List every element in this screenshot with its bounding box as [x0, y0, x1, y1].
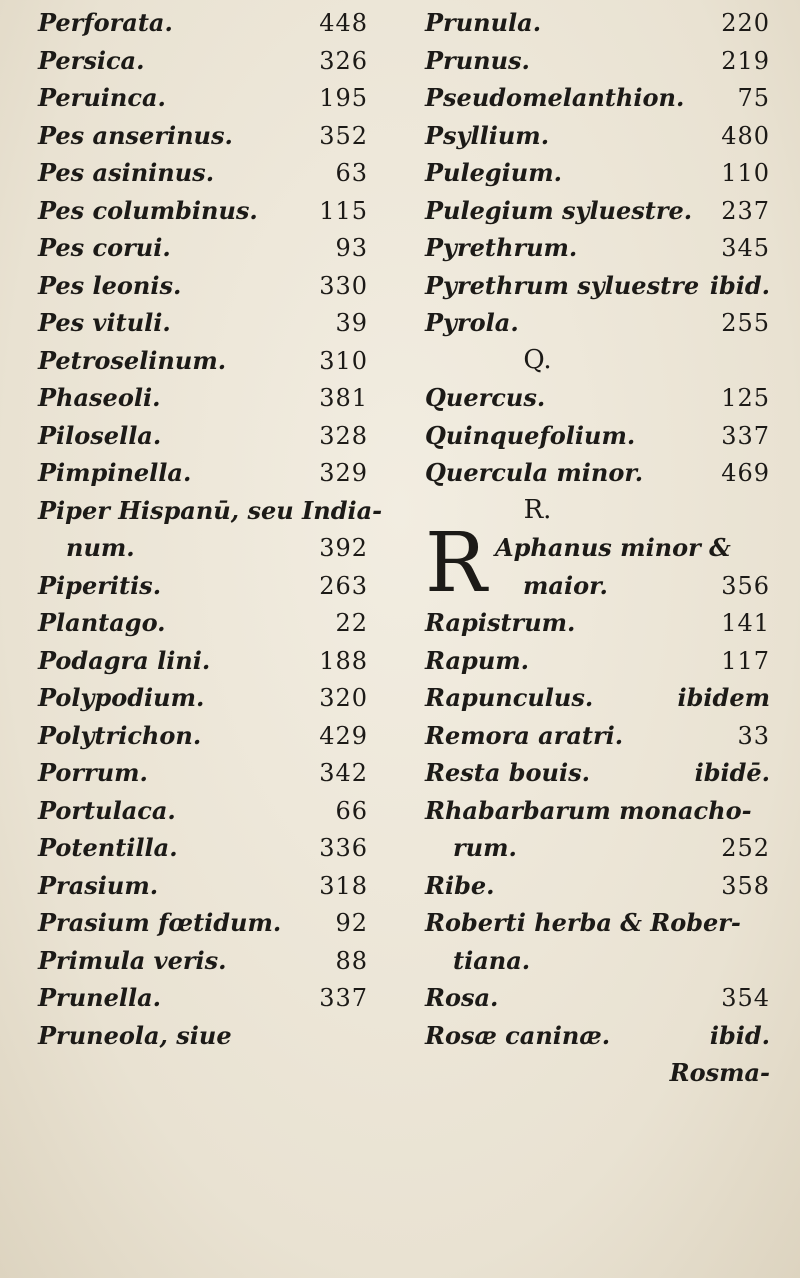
index-entry [38, 867, 368, 905]
entry-term: Rosæ caninæ. [425, 1020, 611, 1050]
entry-term: Rhabarbarum monacho- [425, 795, 752, 825]
index-entry [38, 42, 368, 80]
drop-cap-letter: R [425, 516, 487, 611]
index-entry [495, 529, 770, 567]
entry-page-number: 352 [319, 121, 368, 150]
entry-page-number: 195 [319, 84, 368, 112]
index-entry [38, 717, 368, 755]
entry-term: Pes columbinus. [38, 195, 258, 225]
entry-term: Portulaca. [38, 795, 176, 825]
index-entry [425, 604, 770, 642]
entry-term: Pyrethrum syluestre [425, 270, 700, 300]
entry-page-number: 33 [737, 721, 770, 750]
index-entry [38, 79, 368, 117]
drop-cap-entry [425, 516, 770, 611]
entry-term: Resta bouis. [425, 758, 590, 787]
index-entry [38, 229, 368, 267]
entry-term: Pes vituli. [38, 308, 171, 337]
entry-term: num. [66, 533, 135, 562]
index-entry [38, 904, 368, 942]
entry-term: maior. [523, 570, 608, 600]
index-entry [38, 979, 368, 1017]
index-entry [425, 4, 770, 42]
entry-term: Piper Hispanū, seu India- [38, 495, 383, 525]
entry-term: Rapum. [425, 645, 530, 675]
entry-page-number: 392 [319, 534, 368, 562]
index-entry [38, 942, 368, 980]
index-entry [38, 379, 368, 417]
entry-page-number: 328 [319, 421, 368, 450]
entry-term: Peruinca. [38, 83, 166, 112]
entry-page-number: 141 [721, 609, 770, 637]
entry-term: Pes corui. [38, 233, 171, 262]
entry-term: Rapunculus. [425, 683, 594, 712]
entry-page-number: 188 [319, 646, 368, 675]
entry-page-number: 320 [319, 684, 368, 712]
entry-page-number: ibid. [709, 1020, 770, 1050]
right-column [425, 4, 770, 1092]
entry-page-number: 345 [721, 234, 770, 262]
index-entry [38, 342, 368, 380]
catchword-text: Rosma- [669, 1058, 770, 1087]
entry-page-number: 329 [319, 459, 368, 487]
catchword [425, 1054, 770, 1092]
entry-term: Persica. [38, 45, 145, 75]
index-entry [38, 604, 368, 642]
entry-page-number: 381 [319, 384, 368, 412]
entry-page-number: 110 [721, 159, 770, 187]
index-entry [425, 79, 770, 117]
entry-page-number: ibid. [709, 270, 770, 300]
entry-page-number: 337 [319, 984, 368, 1012]
entry-page-number: 342 [319, 759, 368, 787]
index-entry [38, 4, 368, 42]
entry-term: Piperitis. [38, 570, 162, 600]
index-entry [425, 379, 770, 417]
entry-term: Quercula minor. [425, 458, 644, 487]
entry-page-number: ibidē. [694, 758, 770, 787]
entry-page-number: 117 [721, 646, 770, 675]
entry-page-number: 125 [721, 384, 770, 412]
index-entry [425, 979, 770, 1017]
entry-term: rum. [453, 833, 517, 862]
index-entry [38, 454, 368, 492]
entry-term: Roberti herba & Rober- [425, 908, 741, 937]
index-entry [38, 529, 368, 567]
entry-term: Pes anserinus. [38, 120, 233, 150]
entry-term: Pilosella. [38, 420, 162, 450]
entry-page-number: 356 [721, 571, 770, 600]
entry-page-number: 469 [721, 459, 770, 487]
entry-page-number: 219 [721, 46, 770, 75]
index-entry [425, 454, 770, 492]
entry-page-number: 358 [721, 871, 770, 900]
index-entry [38, 492, 383, 530]
entry-page-number: 318 [319, 871, 368, 900]
index-entry [425, 754, 770, 792]
index-entry [38, 417, 368, 455]
entry-term: Pruneola, siue [38, 1020, 232, 1050]
index-entry [38, 829, 368, 867]
entry-term: Prunus. [425, 45, 530, 75]
entry-term: Porrum. [38, 758, 148, 787]
entry-term: Rosa. [425, 983, 499, 1012]
entry-term: Pes asininus. [38, 158, 215, 187]
entry-term: Primula veris. [38, 945, 227, 975]
entry-term: Pyrethrum. [425, 233, 578, 262]
index-entry [38, 267, 368, 305]
entry-page-number: 480 [721, 121, 770, 150]
entry-term: Pes leonis. [38, 270, 182, 300]
entry-page-number: 326 [319, 46, 368, 75]
entry-term: Polypodium. [38, 683, 205, 712]
entry-term: Quercus. [425, 383, 546, 412]
entry-page-number: 337 [721, 421, 770, 450]
entry-page-number: 92 [335, 909, 368, 937]
index-entry [425, 829, 770, 867]
entry-term: Prasium fœtidum. [38, 908, 282, 937]
index-entry [38, 154, 368, 192]
entry-term: Prunula. [425, 8, 542, 37]
left-column [38, 4, 383, 1054]
entry-term: Quinquefolium. [425, 420, 636, 450]
index-entry [38, 642, 368, 680]
index-entry [425, 154, 770, 192]
entry-term: Polytrichon. [38, 720, 202, 750]
index-entry [425, 267, 770, 305]
entry-page-number: 93 [335, 234, 368, 262]
entry-term: Pimpinella. [38, 458, 192, 487]
entry-page-number: 336 [319, 834, 368, 862]
index-entry [425, 229, 770, 267]
entry-term: Remora aratri. [425, 720, 624, 750]
entry-term: Prasium. [38, 870, 159, 900]
index-entry [425, 192, 770, 230]
entry-page-number: 263 [319, 571, 368, 600]
index-entry [425, 117, 770, 155]
index-entry [425, 942, 770, 980]
entry-page-number: 22 [335, 609, 368, 637]
index-entry [425, 717, 770, 755]
index-entry [38, 754, 368, 792]
entry-page-number: 429 [319, 721, 368, 750]
index-entry [425, 42, 770, 80]
index-entry [425, 417, 770, 455]
entry-page-number: 448 [319, 9, 368, 37]
entry-page-number: 252 [721, 834, 770, 862]
entry-term: Rapistrum. [425, 608, 576, 637]
entry-page-number: ibidem [677, 683, 770, 712]
entry-term: Pulegium. [425, 158, 562, 187]
entry-term: Pseudomelanthion. [425, 83, 685, 112]
index-entry [425, 867, 770, 905]
entry-term: Aphanus minor & [495, 533, 731, 562]
index-entry [495, 567, 770, 605]
index-entry [38, 567, 368, 605]
index-entry [425, 1017, 770, 1055]
index-entry [38, 192, 368, 230]
entry-page-number: 237 [721, 196, 770, 225]
entry-page-number: 220 [721, 9, 770, 37]
entry-page-number: 330 [319, 271, 368, 300]
entry-term: Petroselinum. [38, 345, 227, 375]
entry-term: Psyllium. [425, 120, 550, 150]
entry-page-number: 115 [319, 196, 368, 225]
entry-page-number: 310 [319, 346, 368, 375]
entry-term: Phaseoli. [38, 383, 161, 412]
index-entry [38, 304, 368, 342]
entry-term: Podagra lini. [38, 645, 211, 675]
entry-page-number: 354 [721, 984, 770, 1012]
index-entry [38, 679, 368, 717]
entry-page-number: 75 [737, 84, 770, 112]
entry-page-number: 63 [335, 159, 368, 187]
entry-page-number: 88 [335, 946, 368, 975]
index-entry [425, 904, 770, 942]
index-entry [38, 792, 368, 830]
entry-page-number: 66 [335, 796, 368, 825]
index-entry [38, 117, 368, 155]
index-entry [425, 679, 770, 717]
letter-heading-r: R. [523, 494, 552, 525]
entry-term: Pulegium syluestre. [425, 195, 693, 225]
entry-term: Pyrola. [425, 308, 519, 337]
letter-heading-q: Q. [523, 344, 552, 375]
entry-term: Plantago. [38, 608, 166, 637]
index-entry [425, 792, 770, 830]
entry-term: Ribe. [425, 870, 495, 900]
entry-page-number: 39 [335, 309, 368, 337]
entry-term: Potentilla. [38, 833, 178, 862]
entry-page-number: 255 [721, 309, 770, 337]
entry-term: Perforata. [38, 8, 173, 37]
index-entry [425, 304, 770, 342]
entry-term: tiana. [453, 945, 531, 975]
index-entry [38, 1017, 368, 1055]
entry-term: Prunella. [38, 983, 161, 1012]
index-entry [425, 642, 770, 680]
